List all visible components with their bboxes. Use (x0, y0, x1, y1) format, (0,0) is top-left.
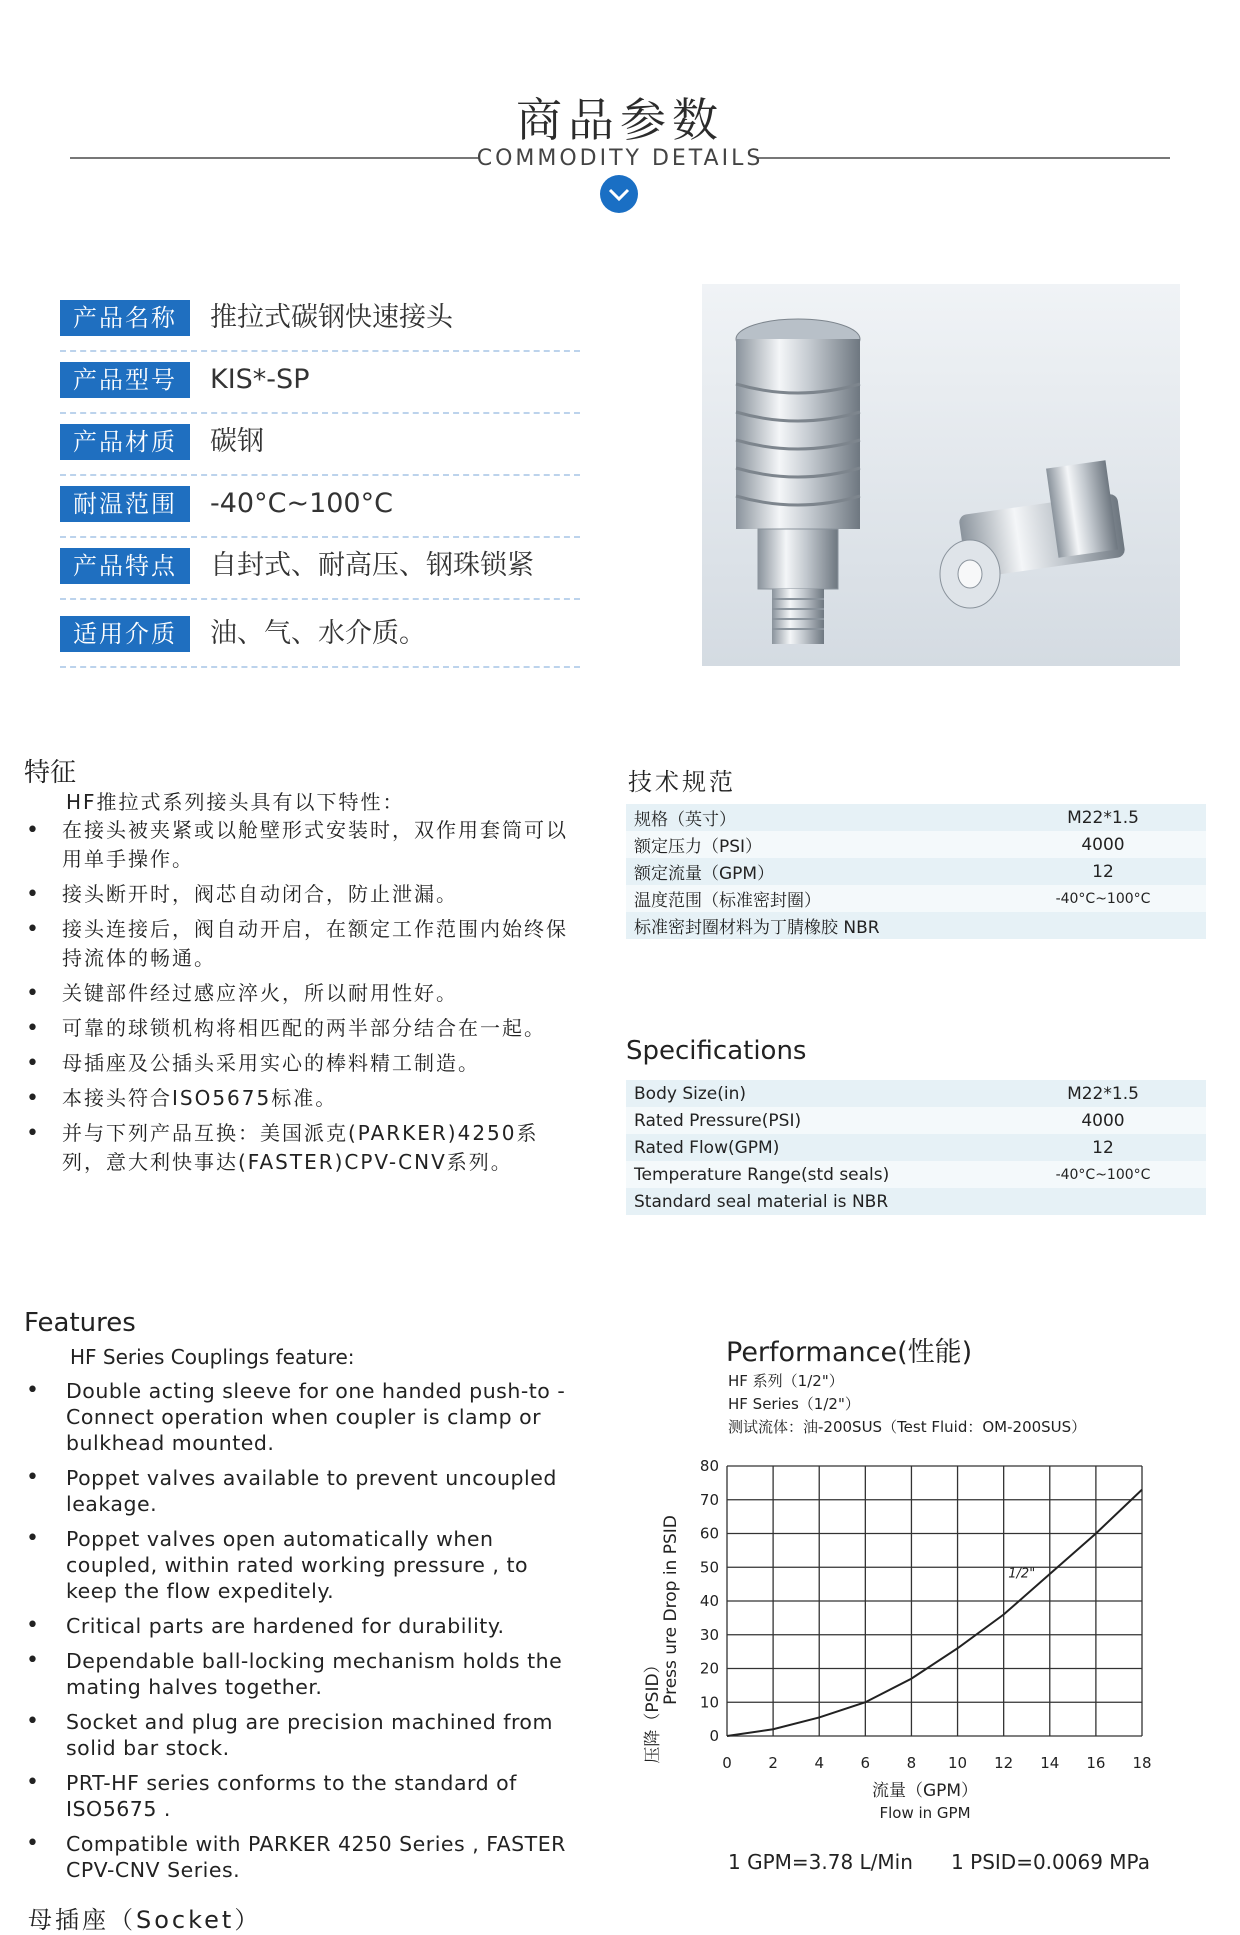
product-value: 自封式、耐高压、钢珠锁紧 (210, 550, 534, 581)
spec-label: 额定流量（GPM） (626, 858, 1000, 885)
features-cn-title: 特征 (24, 758, 77, 788)
x-tick-label: 12 (994, 1754, 1014, 1772)
chart-grid (727, 1466, 1142, 1736)
row-divider (60, 412, 580, 414)
list-item: • 接头连接后，阀自动开启，在额定工作范围内始终保持流体的畅通。 (22, 915, 582, 973)
table-row (626, 912, 1206, 939)
y-tick-label: 70 (699, 1490, 719, 1509)
x-tick-label: 18 (1132, 1754, 1152, 1772)
product-row (60, 542, 580, 590)
product-label: 产品材质 (60, 424, 190, 460)
x-tick-label: 2 (768, 1754, 778, 1772)
product-label: 耐温范围 (60, 486, 190, 522)
features-en-title: Features (24, 1308, 136, 1338)
page-subtitle: COMMODITY DETAILS (476, 146, 764, 171)
product-label: 产品型号 (60, 362, 190, 398)
series-line (727, 1490, 1142, 1736)
y-axis-label-cn: 压降（PSID） (643, 1656, 663, 1764)
product-row (60, 418, 580, 466)
table-row (626, 1161, 1206, 1188)
spec-value: -40°C~100°C (1000, 885, 1206, 912)
tech-spec-cn-title: 技术规范 (628, 768, 736, 796)
spec-value: 4000 (1000, 1107, 1206, 1134)
y-tick-label: 40 (699, 1592, 719, 1610)
product-row (60, 294, 580, 342)
product-label: 适用介质 (60, 616, 190, 652)
y-axis-label-en: Press ure Drop in PSID (661, 1515, 681, 1705)
product-value: KIS*-SP (210, 364, 310, 395)
spec-label: Standard seal material is NBR (626, 1188, 1000, 1215)
spec-value: M22*1.5 (1000, 1080, 1206, 1107)
list-item: • Compatible with PARKER 4250 Series , FASTER CPV-CNV Series. (22, 1831, 578, 1883)
spec-label: Temperature Range(std seals) (626, 1161, 1000, 1188)
product-label: 产品特点 (60, 548, 190, 584)
product-value: -40°C~100°C (210, 488, 393, 519)
table-row (626, 1107, 1206, 1134)
row-divider (60, 598, 580, 600)
section-heading-socket: 母插座（Socket） (28, 1906, 262, 1934)
table-row (626, 1080, 1206, 1107)
chart-series (727, 1490, 1142, 1736)
list-item: • Socket and plug are precision machined from solid bar stock. (22, 1709, 578, 1761)
spec-value: M22*1.5 (1000, 804, 1206, 831)
x-tick-label: 0 (722, 1754, 732, 1772)
product-row (60, 610, 580, 658)
list-item: • Critical parts are hardened for durability. (22, 1613, 578, 1639)
spec-value: 12 (1000, 858, 1206, 885)
list-item: • 可靠的球锁机构将相匹配的两半部分结合在一起。 (22, 1014, 582, 1043)
performance-line-2: HF Series（1/2"） (728, 1395, 860, 1413)
product-row (60, 356, 580, 404)
spec-label: Rated Pressure(PSI) (626, 1107, 1000, 1134)
list-item: • 并与下列产品互换：美国派克(PARKER)4250系列，意大利快事达(FASTER)CPV-CNV系列。 (22, 1119, 582, 1177)
performance-line-3: 测试流体：油-200SUS（Test Fluid：OM-200SUS） (728, 1418, 1087, 1436)
x-tick-label: 16 (1086, 1754, 1106, 1772)
x-tick-label: 6 (860, 1754, 871, 1772)
performance-title: Performance(性能) (726, 1337, 973, 1368)
table-row (626, 858, 1206, 885)
spec-label: 额定压力（PSI） (626, 831, 1000, 858)
row-divider (60, 536, 580, 538)
performance-chart (630, 1448, 1170, 1828)
chart-ticks (700, 1457, 1152, 1772)
features-cn-intro: HF推拉式系列接头具有以下特性： (66, 790, 405, 814)
spec-label: 温度范围（标准密封圈） (626, 885, 1000, 912)
performance-line-1: HF 系列（1/2"） (728, 1372, 844, 1390)
table-row (626, 1134, 1206, 1161)
table-row (626, 885, 1206, 912)
row-divider (60, 666, 580, 668)
spec-value: 4000 (1000, 831, 1206, 858)
x-tick-label: 14 (1040, 1754, 1060, 1772)
y-tick-label: 50 (699, 1558, 719, 1577)
row-divider (60, 350, 580, 352)
y-tick-label: 10 (699, 1693, 719, 1712)
product-value: 油、气、水介质。 (210, 618, 426, 649)
spec-value: -40°C~100°C (1000, 1161, 1206, 1188)
list-item: • 接头断开时，阀芯自动闭合，防止泄漏。 (22, 880, 582, 909)
y-tick-label: 20 (699, 1659, 719, 1678)
y-tick-label: 30 (699, 1625, 719, 1644)
series-label: 1/2" (1008, 1566, 1036, 1582)
y-tick-label: 80 (699, 1457, 719, 1475)
spec-label: 规格（英寸） (626, 804, 1000, 831)
features-en-list (22, 1378, 578, 1892)
x-axis-label-en: Flow in GPM (879, 1804, 971, 1822)
list-item: • Poppet valves available to prevent uncoupled leakage. (22, 1465, 578, 1517)
y-tick-label: 60 (699, 1524, 719, 1543)
spec-label: Body Size(in) (626, 1080, 1000, 1107)
table-row (626, 831, 1206, 858)
spec-label: 标准密封圈材料为丁腈橡胶 NBR (626, 912, 1000, 939)
table-row (626, 804, 1206, 831)
x-tick-label: 8 (906, 1754, 917, 1772)
x-tick-label: 4 (814, 1754, 824, 1772)
product-value: 推拉式碳钢快速接头 (210, 302, 453, 333)
page-title: 商品参数 (516, 93, 724, 147)
chevron-down-icon (600, 175, 638, 213)
y-tick-label: 0 (709, 1727, 719, 1745)
list-item: • PRT-HF series conforms to the standard of ISO5675 . (22, 1770, 578, 1822)
list-item: • Poppet valves open automatically when coupled, within rated working pressure , to keep the flow expeditely. (22, 1526, 578, 1604)
list-item: • Double acting sleeve for one handed push-to -Connect operation when coupler is clamp or bulkhead mounted. (22, 1378, 578, 1456)
list-item: • 关键部件经过感应淬火，所以耐用性好。 (22, 979, 582, 1008)
units-note: 1 GPM=3.78 L/Min 1 PSID=0.0069 MPa (728, 1850, 1150, 1874)
product-label: 产品名称 (60, 300, 190, 336)
features-cn-list (22, 816, 582, 1183)
tech-spec-en-title: Specifications (626, 1036, 807, 1066)
list-item: • 本接头符合ISO5675标准。 (22, 1084, 582, 1113)
x-axis-label-cn: 流量（GPM） (871, 1781, 979, 1801)
list-item: • 在接头被夹紧或以舱壁形式安装时，双作用套筒可以用单手操作。 (22, 816, 582, 874)
tech-spec-en-table (626, 1080, 1206, 1215)
spec-value (1000, 1188, 1206, 1215)
tech-spec-cn-table (626, 804, 1206, 939)
row-divider (60, 474, 580, 476)
list-item: • 母插座及公插头采用实心的棒料精工制造。 (22, 1049, 582, 1078)
x-tick-label: 10 (948, 1754, 968, 1772)
spec-label: Rated Flow(GPM) (626, 1134, 1000, 1161)
list-item: • Dependable ball-locking mechanism holds the mating halves together. (22, 1648, 578, 1700)
product-value: 碳钢 (210, 426, 264, 457)
product-row (60, 480, 580, 528)
spec-value: 12 (1000, 1134, 1206, 1161)
spec-value (1000, 912, 1206, 939)
product-photo (702, 284, 1180, 666)
features-en-intro: HF Series Couplings feature: (70, 1345, 355, 1369)
table-row (626, 1188, 1206, 1215)
